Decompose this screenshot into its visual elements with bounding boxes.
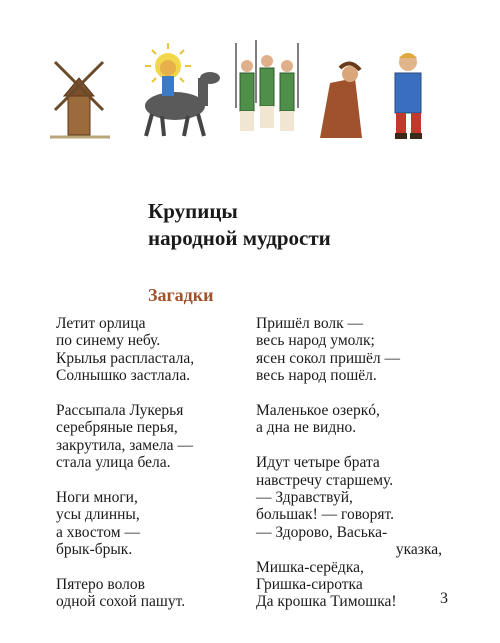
riddle-line: а дна не видно.: [256, 419, 357, 437]
riddle-line: стала улица бела.: [56, 454, 171, 472]
riddle-4: [56, 576, 194, 611]
riddle-line: Гришка-сиротка: [256, 576, 363, 594]
riddle-7: [256, 454, 442, 611]
folk-illustration: [50, 38, 450, 148]
riddle-line: весь народ умолк;: [256, 332, 375, 350]
young-man-icon: [395, 53, 422, 139]
riddle-line: закрутила, замела —: [56, 436, 193, 454]
riddle-3: [56, 489, 194, 559]
riddle-line: брык-брык.: [56, 541, 133, 559]
riddle-line: Летит орлица: [56, 315, 146, 332]
title-line-1: Крупицы: [148, 199, 238, 223]
riddle-line: Солнышко застлала.: [56, 367, 191, 385]
riddle-6: [256, 402, 442, 437]
riddle-5: [256, 315, 442, 385]
title-line-2: народной мудрости: [148, 226, 331, 250]
riddle-line: весь народ пошёл.: [256, 367, 377, 385]
riddle-line: одной сохой пашут.: [56, 593, 186, 611]
riddle-line: Пришёл волк —: [256, 315, 364, 332]
riddle-line: Идут четыре брата: [256, 454, 380, 472]
riddle-2: [56, 402, 194, 472]
riddle-line: Мишка-серёдка,: [256, 558, 364, 576]
riddle-line: а хвостом —: [56, 523, 140, 541]
riddle-line: ясен сокол пришёл —: [256, 349, 401, 367]
riddle-line: Крылья распластала,: [56, 349, 195, 367]
old-woman-icon: [320, 63, 362, 138]
page-number: 3: [440, 590, 448, 607]
riddle-line: указка,: [395, 541, 442, 559]
riddle-line: Ноги многи,: [56, 489, 138, 507]
riddle-line: — Здорово, Васька-: [256, 523, 388, 541]
riddle-line: Маленькое озеркó,: [256, 402, 380, 420]
riddle-line: — Здравствуй,: [256, 489, 353, 507]
riddle-line: Рассыпала Лукерья: [56, 402, 184, 420]
page-title: [148, 198, 331, 252]
riddle-line: навстречу старшему.: [256, 471, 394, 489]
windmill-icon: [50, 62, 110, 137]
riddle-line: большак! — говорят.: [256, 506, 395, 524]
riddle-line: усы длинны,: [56, 506, 140, 524]
soldiers-icon: [236, 40, 298, 131]
riddles-right-column: [256, 315, 442, 611]
riddle-line: серебряные перья,: [56, 419, 178, 437]
riddle-line: Пятеро волов: [56, 576, 145, 594]
section-title: Загадки: [148, 285, 214, 305]
riddle-line: по синему небу.: [56, 332, 161, 350]
riddle-1: [56, 315, 194, 385]
riddle-line: Да крошка Тимошка!: [256, 593, 397, 611]
riddles-left-column: [56, 315, 194, 611]
